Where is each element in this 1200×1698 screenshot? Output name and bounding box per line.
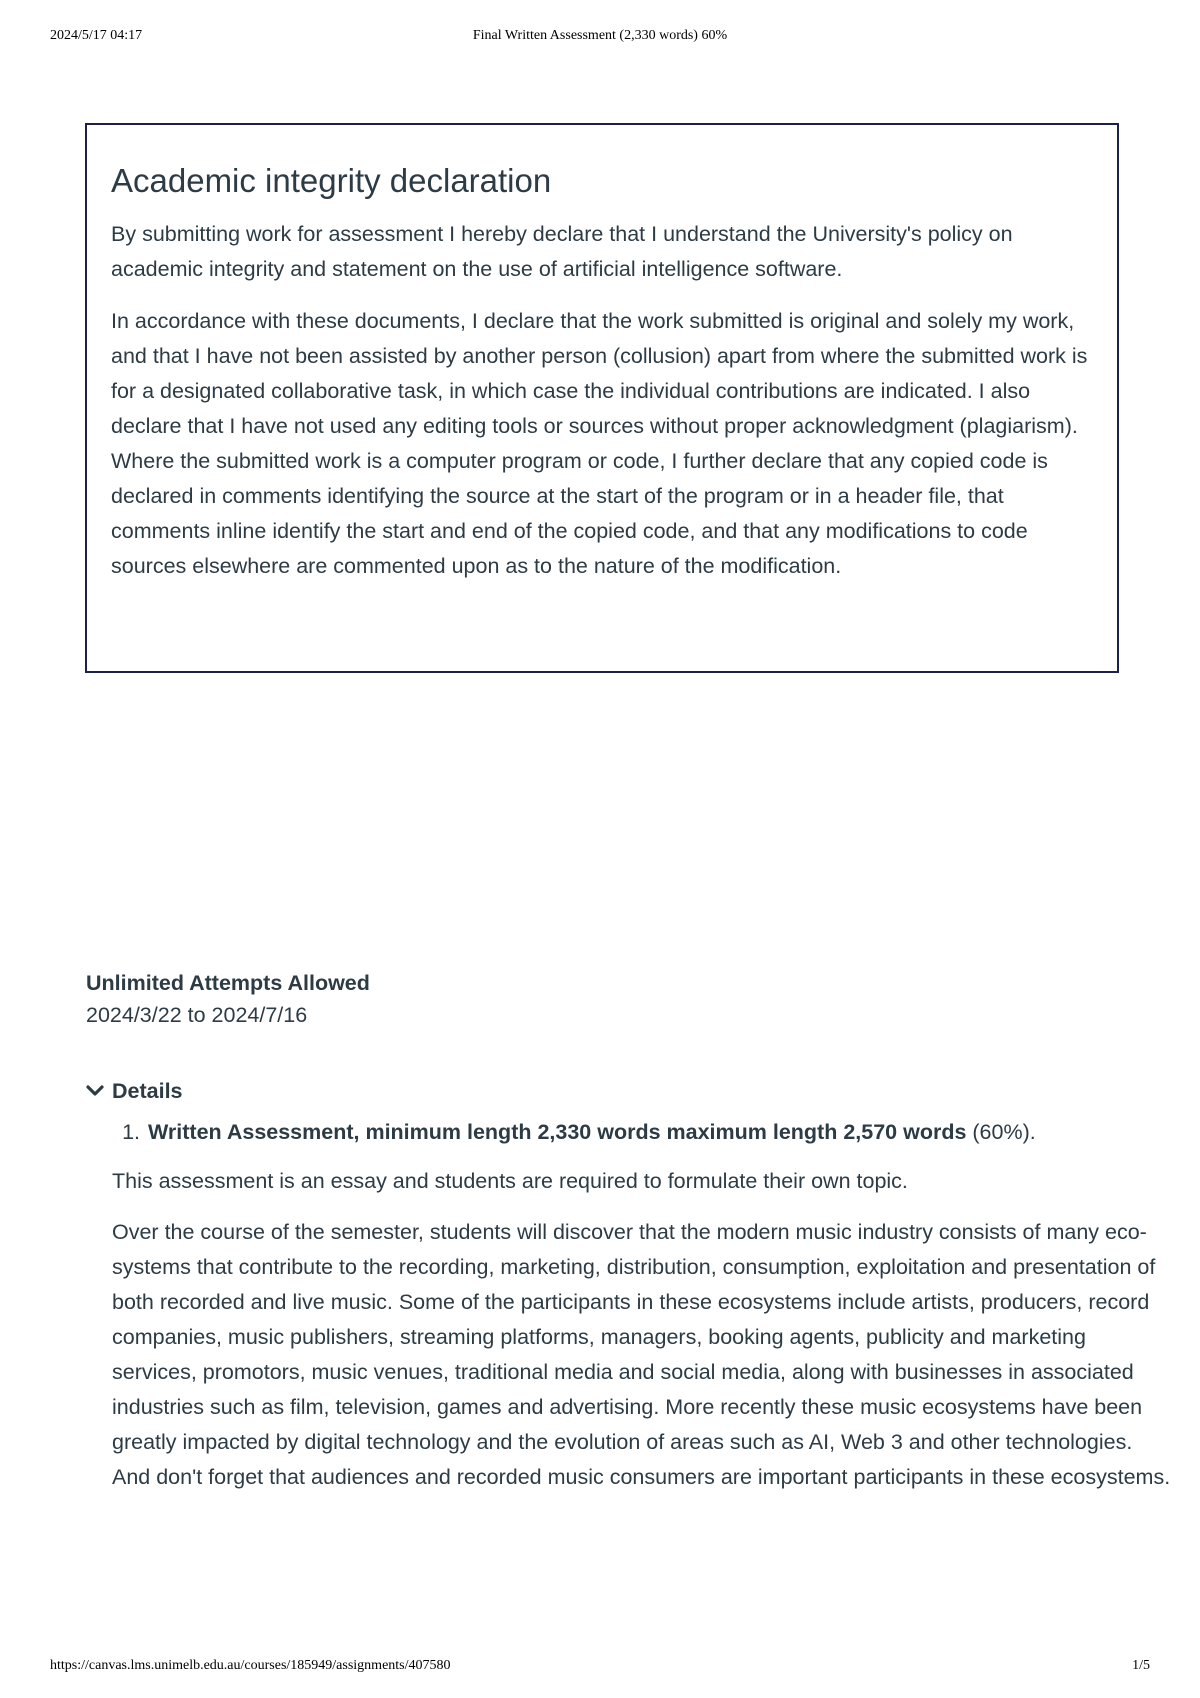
academic-integrity-box xyxy=(85,123,1119,673)
details-toggle[interactable] xyxy=(84,1076,1164,1106)
print-datetime: 2024/5/17 04:17 xyxy=(50,28,143,43)
chevron-down-icon xyxy=(84,1080,106,1102)
list-item-bold: Written Assessment, minimum length 2,330 words maximum length 2,570 words xyxy=(148,1120,967,1144)
attempts-section xyxy=(86,968,1126,1032)
print-header xyxy=(0,28,1200,48)
print-title: Final Written Assessment (2,330 words) 60% xyxy=(472,28,728,43)
details-body xyxy=(84,1164,1172,1495)
list-item-suffix: (60%). xyxy=(966,1120,1036,1144)
integrity-paragraph-2: In accordance with these documents, I declare that the work submitted is original and solely my work, and that I have not been assisted by another person (collusion) apart from where the submitted work is for a designated collaborative task, in which case the individual contributions are indicated. I also declare that I have not used any editing tools or sources without proper acknowledgment (plagiarism). Where the submitted work is a computer program or code, I further declare that any copied code is declared in comments identifying the source at the start of the program or in a header file, that comments inline identify the start and end of the copied code, and that any modifications to code sources elsewhere are commented upon as to the nature of the modification. xyxy=(111,309,1088,579)
details-section xyxy=(84,1076,1171,1495)
integrity-heading: Academic integrity declaration xyxy=(111,162,552,199)
print-page-number: 1/5 xyxy=(1132,1658,1150,1673)
details-paragraph-2: Over the course of the semester, students will discover that the modern music industry consists of many eco-systems that contribute to the recording, marketing, distribution, consumption, exploitation and presentation of both recorded and live music. Some of the participants in these ecosystems include artists, producers, record companies, music publishers, streaming platforms, managers, booking agents, publicity and marketing services, promotors, music venues, traditional media and social media, along with businesses in associated industries such as film, television, games and advertising. More recently these music ecosystems have been greatly impacted by digital technology and the evolution of areas such as AI, Web 3 and other technologies. And don't forget that audiences and recorded music consumers are important participants in these ecosystems. xyxy=(112,1220,1171,1489)
details-toggle-label: Details xyxy=(112,1079,183,1103)
integrity-paragraph-1: By submitting work for assessment I hereby declare that I understand the University's policy on academic integrity and statement on the use of artificial intelligence software. xyxy=(111,222,1013,282)
details-paragraph-1: This assessment is an essay and students are required to formulate their own topic. xyxy=(112,1169,908,1193)
attempts-title: Unlimited Attempts Allowed xyxy=(86,971,370,995)
details-list xyxy=(84,1116,1164,1148)
print-footer xyxy=(0,1658,1200,1678)
attempts-dates: 2024/3/22 to 2024/7/16 xyxy=(86,1003,308,1027)
list-item xyxy=(146,1116,1164,1148)
print-url: https://canvas.lms.unimelb.edu.au/courses/185949/assignments/407580 xyxy=(50,1658,451,1673)
